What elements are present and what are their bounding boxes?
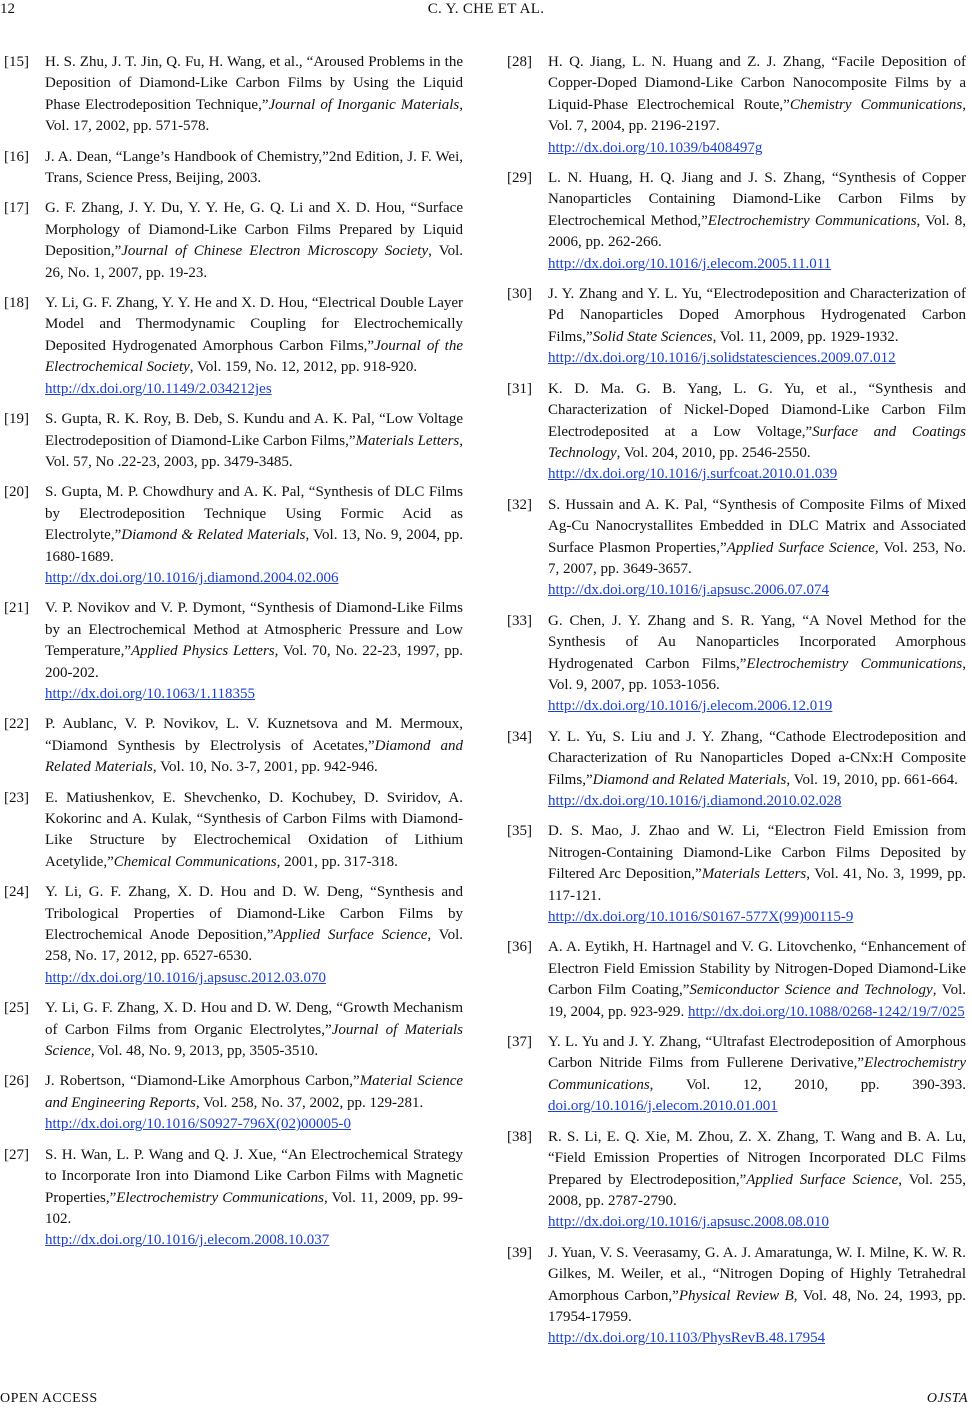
reference-details: , Vol. 48, No. 24, 1993, pp. 17954-17959.: [548, 1287, 966, 1325]
reference-doi-link[interactable]: http://dx.doi.org/10.1063/1.118355: [45, 685, 256, 702]
reference-entry: [4, 1071, 463, 1135]
reference-number: [28]: [507, 54, 532, 70]
reference-journal: Chemistry Communications: [789, 96, 963, 113]
reference-title: “ Growth Mechanism of Carbon Films from Organic Electrolytes ,”: [45, 1000, 463, 1037]
reference-number: [38]: [507, 1128, 532, 1145]
reference-journal: Diamond and Related Materials: [45, 737, 463, 776]
reference-doi-link[interactable]: http://dx.doi.org/10.1016/j.elecom.2005.11.011: [548, 255, 832, 272]
reference-title: “ Lange’s Handbook of Chemistry ,”: [116, 149, 329, 165]
reference-entry: [507, 1127, 966, 1234]
reference-details: , Vol. 19, 2010, pp. 661-664.: [786, 771, 958, 788]
reference-journal: Electrochemistry Communications: [746, 655, 963, 672]
reference-entry: [507, 611, 966, 718]
reference-authors: P. Aublanc, V. P. Novikov, L. V. Kuznetsova and M. Mermoux,: [45, 716, 463, 733]
reference-authors: Y. L. Yu, S. Liu and J. Y. Zhang,: [548, 728, 770, 745]
reference-details: , Vol. 12, 2010, pp. 390-393.: [649, 1076, 966, 1093]
reference-journal: Chemical Communications: [113, 853, 277, 870]
reference-column-left: [4, 52, 463, 1261]
reference-number: [24]: [4, 884, 29, 901]
reference-journal: Journal of Chinese Electron Microscopy Society: [121, 243, 429, 260]
reference-title: “ Aroused Problems in the Deposition of Diamond-Like Carbon Films by Using the Liquid Phase Electrodeposition Technique ,”: [45, 54, 463, 113]
reference-authors: K. D. Ma. G. B. Yang, L. G. Yu, et al.,: [548, 380, 869, 397]
reference-details: , Vol. 13, No. 9, 2004, pp. 1680-1689.: [45, 527, 463, 565]
reference-details: , Vol. 57, No .22-23, 2003, pp. 3479-3485.: [45, 432, 464, 470]
reference-doi-link[interactable]: http://dx.doi.org/10.1016/j.apsusc.2012.03.070: [45, 969, 326, 986]
reference-title: “ Surface Morphology of Diamond-Like Carbon Films Prepared by Liquid Deposition ,”: [45, 200, 463, 259]
reference-journal: Electrochemistry Communications: [116, 1189, 324, 1206]
reference-authors: Y. Li, G. F. Zhang, Y. Y. He and X. D. Hou,: [45, 295, 312, 312]
reference-details: , 2001, pp. 317-318.: [276, 853, 398, 870]
reference-doi-link[interactable]: http://dx.doi.org/10.1149/2.034212jes: [45, 380, 272, 397]
reference-entry: [507, 168, 966, 275]
reference-number: [34]: [507, 728, 532, 745]
reference-title: “ Diamond-Like Amorphous Carbon ,”: [130, 1073, 360, 1089]
reference-title: “ Diamond Synthesis by Electrolysis of Acetates ,”: [45, 738, 375, 754]
reference-number: [20]: [4, 484, 29, 501]
reference-title: “ Synthesis of Composite Films of Mixed Ag-Cu Nanocrystallites Embedded in DLC Matrix and Associated Surface Plasmon Properties ,”: [548, 497, 966, 556]
reference-entry: [4, 482, 463, 589]
reference-journal: Journal of Inorganic Materials: [268, 96, 460, 113]
reference-journal: Journal of Materials Science: [45, 1021, 464, 1060]
reference-number: [39]: [507, 1244, 532, 1261]
reference-entry: [507, 727, 966, 813]
reference-entry: [4, 998, 463, 1062]
reference-details: 2nd Edition, J. F. Wei, Trans, Science Press, Beijing, 2003.: [45, 148, 463, 187]
reference-authors: S. H. Wan, L. P. Wang and Q. J. Xue,: [45, 1146, 282, 1163]
reference-authors: S. Hussain and A. K. Pal,: [548, 496, 713, 513]
reference-entry: [507, 284, 966, 370]
reference-entry: [4, 882, 463, 989]
reference-title: “ An Electrochemical Strategy to Incorporate Iron into Diamond Like Carbon Films with Magnetic Properties ,”: [45, 1147, 463, 1206]
reference-title: “ Electron Field Emission from Nitrogen-Containing Diamond-Like Carbon Films Deposited by Filtered Arc Deposition ,”: [548, 823, 966, 882]
reference-number: [31]: [507, 380, 532, 397]
reference-authors: Y. Li, G. F. Zhang, X. D. Hou and D. W. Deng,: [45, 1000, 337, 1017]
reference-doi-link[interactable]: http://dx.doi.org/10.1016/j.diamond.2004.02.006: [45, 569, 339, 586]
page-number: 12: [0, 1, 15, 17]
reference-doi-link[interactable]: http://dx.doi.org/10.1016/j.surfcoat.2010.01.039: [548, 466, 838, 483]
reference-entry: [4, 293, 463, 400]
reference-number: [37]: [507, 1034, 532, 1051]
reference-title: “ Synthesis of Carbon Films with Diamond-Like Structure by Electrochemical Oxidation of Lithium Acetylide ,”: [45, 811, 463, 870]
reference-authors: V. P. Novikov and V. P. Dymont,: [45, 600, 251, 617]
reference-title: “ Cathode Electrodeposition and Characterization of Ru Nanoparticles Doped a-CNx:H Composite Films ,”: [548, 729, 966, 788]
reference-authors: S. Gupta, M. P. Chowdhury and A. K. Pal,: [45, 484, 309, 501]
reference-details: , Vol. 253, No. 7, 2007, pp. 3649-3657.: [548, 539, 966, 577]
reference-journal: Applied Surface Science: [746, 1171, 899, 1188]
reference-authors: Y. L. Yu and J. Y. Zhang,: [548, 1034, 706, 1051]
reference-authors: H. S. Zhu, J. T. Jin, Q. Fu, H. Wang, et al.,: [45, 54, 307, 70]
reference-number: [36]: [507, 939, 532, 956]
reference-details: , Vol. 11, 2009, pp. 1929-1932.: [712, 328, 899, 345]
reference-journal: Surface and Coatings Technology: [548, 423, 966, 461]
reference-authors: L. N. Huang, H. Q. Jiang and J. S. Zhang,: [548, 170, 832, 187]
reference-journal: Applied Surface Science: [726, 539, 875, 556]
reference-journal: Solid State Sciences: [592, 328, 713, 345]
reference-journal: Applied Physics Letters: [131, 643, 275, 660]
reference-number: [16]: [4, 148, 29, 165]
reference-entry: [507, 1032, 966, 1118]
reference-authors: J. Robertson,: [45, 1073, 131, 1090]
reference-number: [21]: [4, 600, 29, 617]
reference-title: “ Enhancement of Electron Field Emission Stability by Nitrogen-Doped Diamond-Like Carbon Film Coating ,”: [548, 939, 966, 998]
reference-doi-link[interactable]: http://dx.doi.org/10.1016/j.apsusc.2006.07.074: [548, 582, 829, 599]
reference-number: [17]: [4, 200, 29, 217]
reference-title: “ Synthesis and Tribological Properties of Diamond-Like Carbon Films by Electrochemical Anode Deposition ,”: [45, 884, 463, 943]
running-head: C. Y. CHE ET AL.: [427, 1, 545, 17]
reference-number: [35]: [507, 823, 532, 840]
reference-title: “ Synthesis and Characterization of Nickel-Doped Diamond-Like Carbon Film Electrodeposited at a Low Voltage ,”: [548, 381, 966, 440]
reference-journal: Diamond and Related Materials: [592, 771, 787, 788]
reference-doi-link[interactable]: doi.org/10.1016/j.elecom.2010.01.001: [548, 1098, 778, 1115]
reference-details: , Vol. 70, No. 22-23, 1997, pp. 200-202.: [45, 643, 463, 681]
reference-journal: Electrochemistry Communications: [548, 1055, 966, 1093]
reference-details: , Vol. 10, No. 3-7, 2001, pp. 942-946.: [152, 759, 378, 776]
reference-doi-link[interactable]: http://dx.doi.org/10.1088/0268-1242/19/7/025: [688, 1003, 965, 1020]
reference-title: “ Field Emission Properties of Nitrogen Incorporated DLC Films Prepared by Electrodeposition ,”: [548, 1150, 966, 1187]
reference-authors: Y. Li, G. F. Zhang, X. D. Hou and D. W. Deng,: [45, 884, 371, 901]
reference-title: “ Ultrafast Electrodeposition of Amorphous Carbon Nitride Films from Fullerene Derivative ,”: [548, 1034, 966, 1071]
reference-authors: H. Q. Jiang, L. N. Huang and Z. J. Zhang,: [548, 54, 832, 70]
reference-details: , Vol. 159, No. 12, 2012, pp. 918-920.: [189, 359, 418, 376]
reference-doi-link[interactable]: http://dx.doi.org/10.1016/j.apsusc.2008.08.010: [548, 1214, 829, 1231]
reference-number: [26]: [4, 1073, 29, 1090]
reference-column-right: [507, 52, 966, 1359]
reference-authors: J. A. Dean,: [45, 148, 116, 165]
reference-journal: Materials Letters: [355, 432, 460, 449]
reference-details: , Vol. 48, No. 9, 2013, pp, 3505-3510.: [90, 1043, 319, 1060]
reference-title: “ Synthesis of Diamond-Like Films by an Electrochemical Method at Atmospheric Pressure and Low Temperature ,”: [45, 600, 463, 659]
reference-title: “ Low Voltage Electrodeposition of Diamond-Like Carbon Films ,”: [45, 411, 463, 448]
reference-entry: [4, 147, 463, 190]
reference-number: [23]: [4, 789, 29, 806]
reference-entry: [4, 1145, 463, 1252]
reference-entry: [4, 598, 463, 705]
reference-details: , Vol. 26, No. 1, 2007, pp. 19-23.: [45, 243, 464, 281]
reference-details: , Vol. 19, 2004, pp. 923-929.: [548, 982, 966, 1020]
reference-entry: [507, 379, 966, 486]
reference-authors: J. Y. Zhang and Y. L. Yu,: [548, 286, 707, 303]
reference-authors: S. Gupta, R. K. Roy, B. Deb, S. Kundu and A. K. Pal,: [45, 411, 380, 428]
reference-entry: [4, 714, 463, 778]
reference-authors: A. A. Eytikh, H. Hartnagel and V. G. Litovchenko,: [548, 939, 861, 956]
reference-entry: [507, 821, 966, 928]
reference-authors: E. Matiushenkov, E. Shevchenko, D. Kochubey, D. Sviridov, A. Kokorinc and A. Kulak,: [45, 789, 463, 827]
reference-journal: Physical Review B: [678, 1287, 794, 1304]
reference-journal: Electrochemistry Communications: [707, 212, 917, 229]
reference-journal: Diamond & Related Materials: [121, 527, 306, 544]
reference-journal: Journal of the Electrochemical Society: [45, 337, 463, 376]
reference-details: , Vol. 258, No. 17, 2012, pp. 6527-6530.: [45, 927, 463, 965]
reference-title: “ A Novel Method for the Synthesis of Au Nanoparticles Incorporated Amorphous Hydrogenated Carbon Films ,”: [548, 613, 966, 672]
reference-number: [18]: [4, 295, 29, 312]
reference-doi-link[interactable]: http://dx.doi.org/10.1016/S0927-796X(02)00005-0: [45, 1116, 351, 1133]
reference-authors: G. Chen, J. Y. Zhang and S. R. Yang,: [548, 612, 803, 629]
reference-details: , Vol. 255, 2008, pp. 2787-2790.: [548, 1171, 966, 1209]
reference-number: [33]: [507, 612, 532, 629]
reference-number: [30]: [507, 286, 532, 303]
reference-number: [29]: [507, 170, 532, 187]
reference-details: , Vol. 204, 2010, pp. 2546-2550.: [616, 444, 811, 461]
reference-title: “ Nitrogen Doping of Highly Tetrahedral Amorphous Carbon ,”: [548, 1266, 966, 1303]
reference-number: [25]: [4, 1000, 29, 1017]
reference-title: “ Electrical Double Layer Model and Thermodynamic Coupling for Electrochemically Deposited Hydrogenated Amorphous Carbon Films ,”: [45, 295, 463, 354]
reference-entry: [507, 495, 966, 602]
reference-number: [15]: [4, 54, 29, 70]
reference-journal: Materials Letters: [701, 866, 807, 883]
reference-entry: [4, 198, 463, 284]
reference-journal: Material Science and Engineering Reports: [45, 1073, 464, 1111]
reference-doi-link[interactable]: http://dx.doi.org/10.1039/b408497g: [548, 139, 763, 156]
reference-number: [19]: [4, 411, 29, 428]
reference-authors: G. F. Zhang, J. Y. Du, Y. Y. He, G. Q. Li and X. D. Hou,: [45, 200, 411, 217]
reference-doi-link[interactable]: http://dx.doi.org/10.1103/PhysRevB.48.17954: [548, 1330, 826, 1347]
footer-journal: OJSTA: [926, 1391, 968, 1406]
reference-title: “ Electrodeposition and Characterization of Pd Nanoparticles Doped Amorphous Hydrogenated Carbon Films ,”: [548, 286, 966, 345]
reference-entry: [507, 1243, 966, 1350]
reference-details: , Vol. 41, No. 3, 1999, pp. 117-121.: [548, 866, 966, 904]
reference-authors: R. S. Li, E. Q. Xie, M. Zhou, Z. X. Zhang, T. Wang and B. A. Lu,: [548, 1128, 966, 1145]
reference-title: “ Facile Deposition of Copper-Doped Diamond-Like Carbon Nanocomposite Films by a Liquid-Phase Electrochemical Route ,”: [548, 54, 966, 113]
reference-entry: [4, 52, 463, 138]
reference-details: , Vol. 11, 2009, pp. 99-102.: [45, 1189, 464, 1227]
reference-entry: [507, 937, 966, 1023]
reference-number: [32]: [507, 496, 532, 513]
reference-doi-link[interactable]: http://dx.doi.org/10.1016/j.elecom.2008.10.037: [45, 1232, 330, 1249]
reference-details: , Vol. 258, No. 37, 2002, pp. 129-281.: [195, 1094, 424, 1111]
reference-journal: Semiconductor Science and Technology: [689, 982, 933, 999]
reference-entry: [4, 409, 463, 473]
reference-authors: D. S. Mao, J. Zhao and W. Li,: [548, 823, 768, 840]
reference-doi-link[interactable]: http://dx.doi.org/10.1016/j.solidstatesciences.2009.07.012: [548, 350, 896, 367]
reference-authors: J. Yuan, V. S. Veerasamy, G. A. J. Amaratunga, W. I. Milne, K. W. R. Gilkes, M. Weiler, et al.,: [548, 1244, 966, 1283]
reference-entry: [4, 788, 463, 874]
reference-details: , Vol. 8, 2006, pp. 262-266.: [548, 212, 967, 251]
reference-journal: Applied Surface Science: [273, 927, 428, 944]
reference-number: [22]: [4, 716, 29, 733]
footer-open-access: OPEN ACCESS: [0, 1391, 98, 1406]
reference-doi-link[interactable]: http://dx.doi.org/10.1016/S0167-577X(99)00115-9: [548, 909, 854, 926]
reference-title: “ Synthesis of DLC Films by Electrodeposition Technique Using Formic Acid as Electrolyte ,”: [45, 484, 463, 543]
reference-details: , Vol. 17, 2002, pp. 571-578.: [45, 96, 463, 135]
reference-doi-link[interactable]: http://dx.doi.org/10.1016/j.elecom.2006.12.019: [548, 698, 833, 715]
reference-details: , Vol. 9, 2007, pp. 1053-1056.: [548, 655, 966, 693]
reference-doi-link[interactable]: http://dx.doi.org/10.1016/j.diamond.2010.02.028: [548, 793, 842, 809]
reference-entry: [507, 52, 966, 159]
reference-details: , Vol. 7, 2004, pp. 2196-2197.: [548, 96, 966, 135]
reference-title: “ Synthesis of Copper Nanoparticles Containing Diamond-Like Carbon Films by Electrochemical Method ,”: [548, 170, 966, 229]
reference-number: [27]: [4, 1146, 29, 1163]
